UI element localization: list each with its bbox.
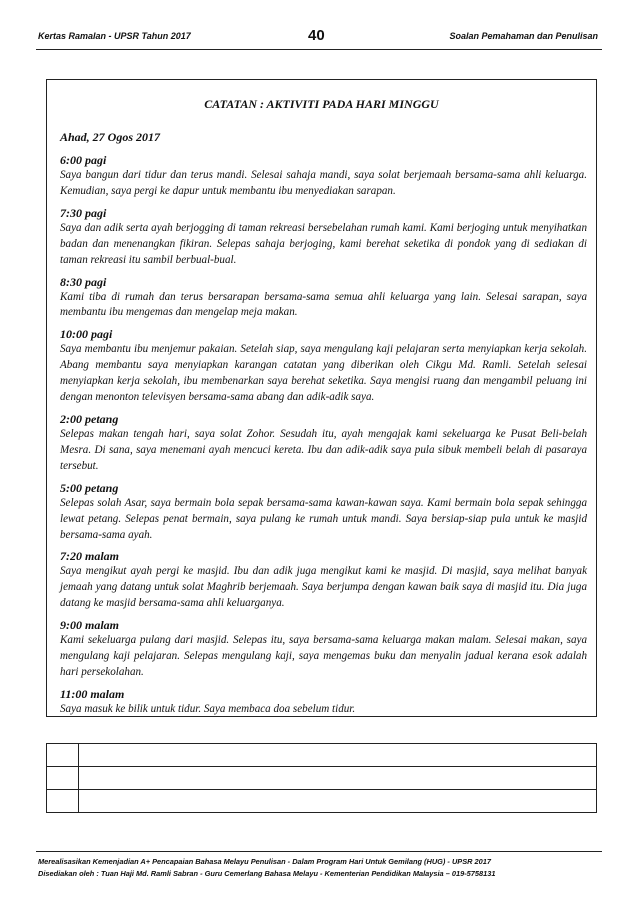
entry-text: Selepas solah Asar, saya bermain bola sepak bersama-sama kawan-kawan saya. Kami bermain bola sepak sehingga lewat petang. Selepas penat bermain, saya pulang ke rumah untuk mandi. Saya bersiap-siap pula untuk ke masjid bersama-sama ayah. — [60, 496, 587, 541]
entry-text: Selepas makan tengah hari, saya solat Zohor. Sesudah itu, ayah mengajak kami sekeluarga ke Pusat Beli-belah Mesra. Di sana, saya menemani ayah mencuci kereta. Ibu dan adik-adik saya pula sibuk membeli belah di pasaraya tersebut. — [60, 427, 587, 472]
entry-8-30 — [60, 274, 587, 322]
answer-row — [47, 767, 597, 790]
entry-text: Kami tiba di rumah dan terus bersarapan bersama-sama semua ahli keluarga yang lain. Selesai sarapan, saya membantu ibu mengemas dan mengelap meja makan. — [60, 290, 587, 319]
page-footer — [38, 856, 602, 880]
header-left-text: Kertas Ramalan - UPSR Tahun 2017 — [38, 31, 191, 41]
notice-title: CATATAN : AKTIVITI PADA HARI MINGGU — [204, 97, 439, 111]
answer-row — [47, 744, 597, 767]
footer-divider — [36, 851, 602, 852]
answer-number-cell — [47, 767, 79, 790]
entry-text: Kami sekeluarga pulang dari masjid. Selepas itu, saya bersama-sama keluarga makan malam. Selesai makan, saya mengulang kaji pelajaran. Selepas mengulang kaji, saya mengemas buku dan menyalin jadual kerana esok adalah hari persekolahan. — [60, 634, 587, 678]
entry-time: 9:00 malam — [60, 618, 119, 633]
entry-text: Saya membantu ibu menjemur pakaian. Setelah siap, saya mengulang kaji pelajaran serta menyiapkan kerja sekolah. Abang membantu saya menyiapkan karangan catatan yang diberikan oleh Cikgu Md. Ramli. Setelah selesai menyiapkan kerja sekolah, ibu membenarkan saya berehat seketika. Saya mengisi ruang dan mengambil peluang ini dengan menonton televisyen bersama-sama abang dan adik-adik saya. — [60, 343, 587, 404]
entry-time: 7:20 malam — [60, 549, 119, 564]
footer-line-2: Disediakan oleh : Tuan Haji Md. Ramli Sabran - Guru Cemerlang Bahasa Melayu - Kementerian Pendidikan Malaysia – 019-5758131 — [38, 869, 496, 878]
entry-text: Saya masuk ke bilik untuk tidur. Saya membaca doa sebelum tidur. — [60, 702, 356, 715]
entry-text: Saya bangun dari tidur dan terus mandi. Selesai sahaja mandi, saya solat berjemaah bersama-sama ahli keluarga. Kemudian, saya pergi ke dapur untuk membantu ibu menyediakan sarapan. — [60, 169, 587, 197]
entry-text: Saya dan adik serta ayah berjogging di taman rekreasi bersebelahan rumah kami. Kami berjoging untuk menyihatkan badan dan menenangkan fikiran. Selepas sahaja berjoging, kami berehat seketika di pondok yang di sediakan di taman rekreasi itu sambil berbual-bual. — [60, 221, 587, 266]
entry-time: 7:30 pagi — [60, 205, 107, 220]
entry-5-00 — [60, 480, 587, 544]
footer-line-1: Merealisasikan Kemenjadian A+ Pencapaian Bahasa Melayu Penulisan - Dalam Program Hari Untuk Gemilang (HUG) - UPSR 2017 — [38, 857, 491, 866]
answer-number-cell — [47, 790, 79, 813]
entry-time: 10:00 pagi — [60, 327, 113, 342]
header-divider — [36, 49, 602, 50]
entry-7-30 — [60, 205, 587, 269]
page-number: 40 — [308, 27, 325, 44]
entry-text: Saya mengikut ayah pergi ke masjid. Ibu dan adik juga mengikut kami ke masjid. Di masjid, saya melihat banyak jemaah yang datang untuk solat Maghrib berjemaah. Saya berjumpa dengan kawan baik saya di masjid itu. Dia juga datang ke masjid bersama-sama ahli keluarganya. — [60, 565, 587, 610]
entry-list — [60, 152, 587, 723]
entry-7-20 — [60, 548, 587, 612]
entry-6-00 — [60, 152, 587, 200]
entry-2-00 — [60, 411, 587, 475]
answer-table — [46, 743, 597, 813]
entry-9-00 — [60, 617, 587, 681]
answer-cell[interactable] — [79, 767, 597, 790]
entry-time: 5:00 petang — [60, 480, 119, 495]
entry-time: 2:00 petang — [60, 411, 119, 426]
notice-date: Ahad, 27 Ogos 2017 — [60, 130, 161, 144]
entry-11-00 — [60, 686, 587, 718]
notice-box — [46, 79, 597, 717]
entry-time: 6:00 pagi — [60, 153, 107, 167]
answer-row — [47, 790, 597, 813]
entry-time: 11:00 malam — [60, 686, 125, 701]
page-header — [38, 27, 598, 51]
answer-cell[interactable] — [79, 744, 597, 767]
header-right-text: Soalan Pemahaman dan Penulisan — [449, 31, 598, 41]
entry-time: 8:30 pagi — [60, 274, 107, 289]
entry-10-00 — [60, 326, 587, 406]
answer-cell[interactable] — [79, 790, 597, 813]
answer-number-cell — [47, 744, 79, 767]
